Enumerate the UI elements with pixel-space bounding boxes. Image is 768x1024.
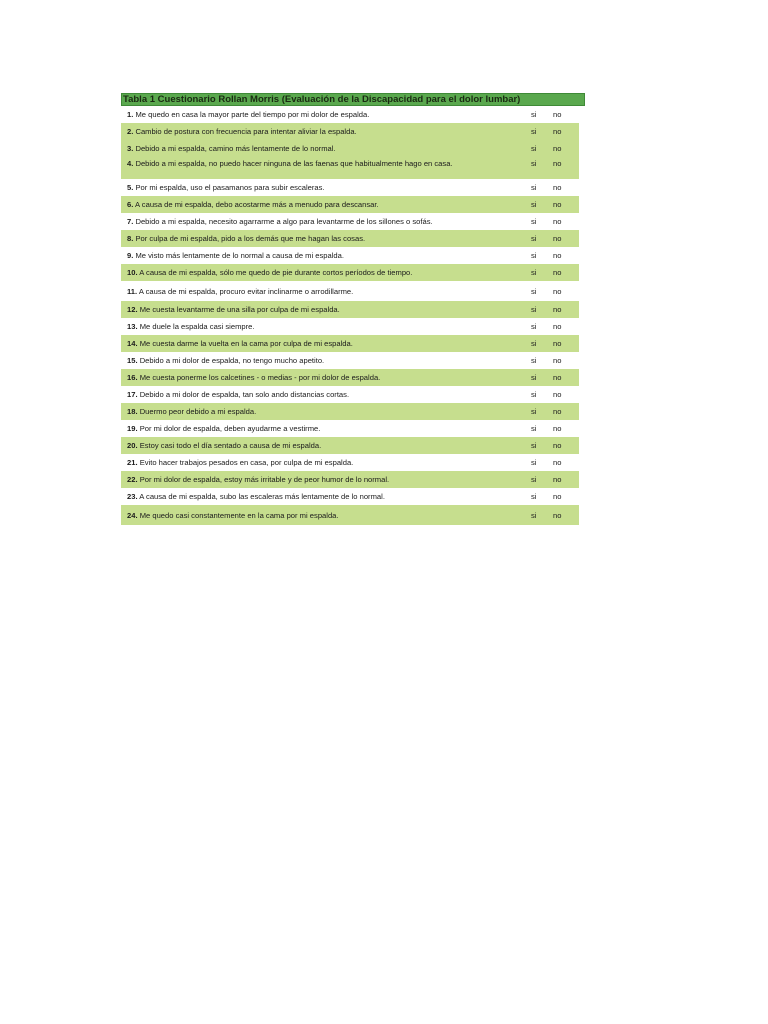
answer-yes: si — [531, 305, 537, 314]
table-row — [121, 437, 579, 454]
answer-no: no — [553, 286, 562, 296]
question-number: 5. — [127, 183, 134, 192]
answer-no: no — [553, 322, 562, 331]
question-cell — [127, 511, 531, 520]
question-rows — [121, 106, 579, 525]
answer-yes: si — [531, 322, 537, 331]
question-number: 23. — [127, 492, 138, 501]
question-cell — [127, 127, 531, 136]
question-cell — [127, 183, 531, 192]
answer-yes: si — [531, 268, 537, 277]
question-number: 21. — [127, 458, 138, 467]
question-number: 4. — [127, 159, 134, 168]
answer-no: no — [553, 110, 562, 119]
answer-no: no — [553, 159, 562, 168]
question-text: Me cuesta ponerme los calcetines - o medias - por mi dolor de espalda. — [139, 373, 381, 382]
answer-yes: si — [531, 458, 537, 467]
answer-no: no — [553, 305, 562, 314]
answer-no: no — [553, 424, 562, 433]
answer-no: no — [553, 339, 562, 348]
answer-yes: si — [531, 510, 537, 520]
question-cell — [127, 200, 531, 209]
table-row — [121, 454, 579, 471]
table-row — [121, 505, 579, 525]
question-text: Por culpa de mi espalda, pido a los demás que me hagan las cosas. — [135, 234, 366, 243]
answer-no: no — [553, 458, 562, 467]
answer-yes: si — [531, 144, 537, 153]
answer-no: no — [553, 373, 562, 382]
answer-yes: si — [531, 339, 537, 348]
answer-no: no — [553, 475, 562, 484]
question-number: 13. — [127, 322, 138, 331]
table-row — [121, 247, 579, 264]
question-number: 11. — [127, 286, 138, 296]
answer-no: no — [553, 390, 562, 399]
table-row — [121, 352, 579, 369]
question-text: Duermo peor debido a mi espalda. — [139, 407, 257, 416]
question-number: 16. — [127, 373, 138, 382]
question-text: Cambio de postura con frecuencia para intentar aliviar la espalda. — [135, 127, 357, 136]
answer-no: no — [553, 144, 562, 153]
question-text: Me quedo casi constantemente en la cama por mi espalda. — [139, 510, 339, 520]
table-row — [121, 386, 579, 403]
table-row — [121, 488, 579, 505]
table-row — [121, 281, 579, 301]
question-number: 20. — [127, 441, 138, 450]
question-text: A causa de mi espalda, subo las escaleras más lentamente de lo normal. — [139, 492, 385, 501]
questionnaire-table — [121, 93, 585, 525]
table-row — [121, 230, 579, 247]
question-text: Estoy casi todo el día sentado a causa de mi espalda. — [139, 441, 322, 450]
answer-yes: si — [531, 110, 537, 119]
table-row — [121, 335, 579, 352]
question-cell — [127, 234, 531, 243]
question-cell — [127, 373, 531, 382]
question-cell — [127, 475, 531, 484]
question-number: 15. — [127, 356, 138, 365]
table-row — [121, 301, 579, 318]
answer-yes: si — [531, 373, 537, 382]
answer-yes: si — [531, 251, 537, 260]
table-row — [121, 420, 579, 437]
table-row — [121, 264, 579, 281]
question-cell — [127, 492, 531, 501]
question-text: Debido a mi dolor de espalda, no tengo mucho apetito. — [139, 356, 325, 365]
table-row — [121, 196, 579, 213]
answer-yes: si — [531, 356, 537, 365]
table-row — [121, 157, 579, 179]
question-text: Por mi dolor de espalda, estoy más irritable y de peor humor de lo normal. — [139, 475, 390, 484]
question-number: 9. — [127, 251, 134, 260]
answer-yes: si — [531, 407, 537, 416]
answer-yes: si — [531, 441, 537, 450]
answer-yes: si — [531, 200, 537, 209]
question-number: 14. — [127, 339, 138, 348]
question-text: Debido a mi espalda, no puedo hacer ninguna de las faenas que habitualmente hago en casa. — [135, 159, 453, 168]
answer-no: no — [553, 127, 562, 136]
question-number: 18. — [127, 407, 138, 416]
question-cell — [127, 251, 531, 260]
question-text: Por mi dolor de espalda, deben ayudarme a vestirme. — [139, 424, 321, 433]
question-cell — [127, 144, 531, 153]
question-number: 6. — [127, 200, 134, 209]
question-cell — [127, 339, 531, 348]
question-cell — [127, 407, 531, 416]
question-number: 24. — [127, 510, 138, 520]
question-text: Me cuesta darme la vuelta en la cama por culpa de mi espalda. — [139, 339, 353, 348]
question-text: Evito hacer trabajos pesados en casa, por culpa de mi espalda. — [139, 458, 354, 467]
question-text: A causa de mi espalda, sólo me quedo de pie durante cortos períodos de tiempo. — [139, 268, 413, 277]
question-cell — [127, 322, 531, 331]
table-row — [121, 106, 579, 123]
question-number: 8. — [127, 234, 134, 243]
answer-no: no — [553, 200, 562, 209]
answer-no: no — [553, 183, 562, 192]
question-cell — [127, 305, 531, 314]
question-cell — [127, 390, 531, 399]
question-number: 22. — [127, 475, 138, 484]
question-text: Me cuesta levantarme de una silla por culpa de mi espalda. — [139, 305, 340, 314]
answer-no: no — [553, 510, 562, 520]
answer-yes: si — [531, 390, 537, 399]
question-cell — [127, 441, 531, 450]
answer-yes: si — [531, 127, 537, 136]
question-cell — [127, 159, 531, 168]
question-cell — [127, 424, 531, 433]
question-text: Me quedo en casa la mayor parte del tiempo por mi dolor de espalda. — [135, 110, 370, 119]
answer-no: no — [553, 441, 562, 450]
answer-no: no — [553, 356, 562, 365]
answer-no: no — [553, 251, 562, 260]
question-number: 12. — [127, 305, 138, 314]
answer-no: no — [553, 492, 562, 501]
answer-yes: si — [531, 159, 537, 168]
question-cell — [127, 217, 531, 226]
question-text: A causa de mi espalda, procuro evitar inclinarme o arrodillarme. — [138, 286, 354, 296]
table-row — [121, 140, 579, 157]
table-title: Tabla 1 Cuestionario Rollan Morris (Evaluación de la Discapacidad para el dolor lumbar) — [121, 93, 585, 106]
question-cell — [127, 458, 531, 467]
answer-yes: si — [531, 234, 537, 243]
question-number: 17. — [127, 390, 138, 399]
answer-yes: si — [531, 217, 537, 226]
table-row — [121, 123, 579, 140]
table-row — [121, 403, 579, 420]
question-number: 3. — [127, 144, 134, 153]
question-cell — [127, 356, 531, 365]
answer-yes: si — [531, 183, 537, 192]
table-row — [121, 179, 579, 196]
table-row — [121, 471, 579, 488]
answer-no: no — [553, 217, 562, 226]
question-number: 2. — [127, 127, 134, 136]
answer-yes: si — [531, 475, 537, 484]
table-row — [121, 369, 579, 386]
table-row — [121, 318, 579, 335]
question-text: Me visto más lentamente de lo normal a causa de mi espalda. — [135, 251, 344, 260]
question-text: Debido a mi espalda, camino más lentamente de lo normal. — [135, 144, 336, 153]
question-number: 1. — [127, 110, 134, 119]
question-number: 10. — [127, 268, 138, 277]
table-row — [121, 213, 579, 230]
question-text: Me duele la espalda casi siempre. — [139, 322, 255, 331]
question-text: Debido a mi espalda, necesito agarrarme a algo para levantarme de los sillones o sofás. — [135, 217, 433, 226]
answer-yes: si — [531, 286, 537, 296]
answer-no: no — [553, 407, 562, 416]
question-number: 7. — [127, 217, 134, 226]
answer-no: no — [553, 234, 562, 243]
question-cell — [127, 110, 531, 119]
question-cell — [127, 287, 531, 296]
question-text: Por mi espalda, uso el pasamanos para subir escaleras. — [135, 183, 325, 192]
question-text: Debido a mi dolor de espalda, tan solo ando distancias cortas. — [139, 390, 350, 399]
answer-yes: si — [531, 424, 537, 433]
question-number: 19. — [127, 424, 138, 433]
question-cell — [127, 268, 531, 277]
answer-yes: si — [531, 492, 537, 501]
question-text: A causa de mi espalda, debo acostarme más a menudo para descansar. — [135, 200, 379, 209]
answer-no: no — [553, 268, 562, 277]
